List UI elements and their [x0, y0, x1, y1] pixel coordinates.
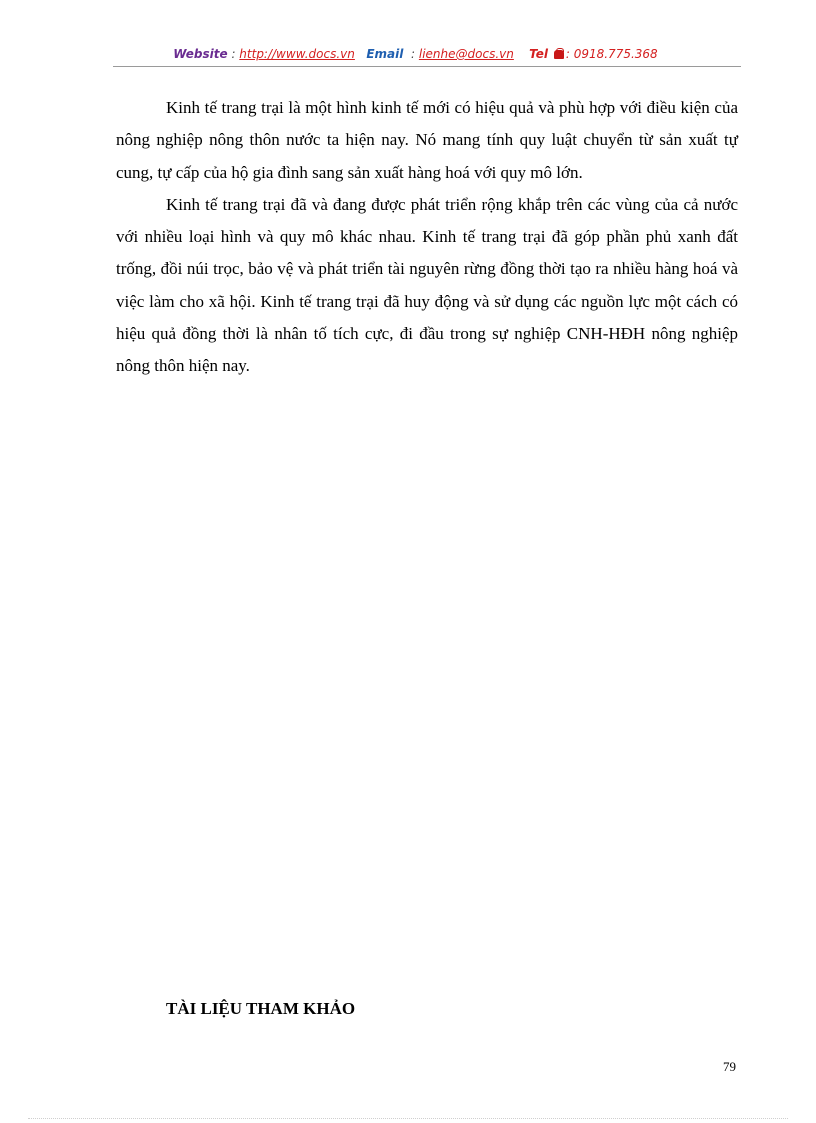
tel-label: Tel — [529, 47, 549, 61]
tel-value: : 0918.775.368 — [565, 47, 658, 61]
phone-icon — [554, 50, 564, 59]
paragraph: Kinh tế trang trại đã và đang được phát triển rộng khắp trên các vùng của cả nước với nhiều loại hình và quy mô khác nhau. Kinh tế trang trại đã góp phần phủ xanh đất trống, đồi núi trọc, bảo vệ và phát triển tài nguyên rừng đồng thời tạo ra nhiều hàng hoá và việc làm cho xã hội. Kinh tế trang trại đã huy động và sử dụng các nguồn lực một cách có hiệu quả đồng thời là nhân tố tích cực, đi đầu trong sự nghiệp CNH-HĐH nông nghiệp nông thôn hiện nay. — [116, 194, 738, 376]
email-label: Email — [366, 47, 404, 61]
page-header — [0, 47, 816, 61]
header-divider — [113, 66, 741, 67]
footer-divider — [28, 1118, 788, 1119]
website-link[interactable]: http://www.docs.vn — [239, 47, 355, 61]
references-heading: TÀI LIỆU THAM KHẢO — [166, 999, 356, 1018]
email-link[interactable]: lienhe@docs.vn — [418, 47, 514, 61]
email-separator: : — [407, 47, 419, 61]
website-separator: : — [227, 47, 240, 61]
website-label: Website — [173, 47, 228, 61]
page-number: 79 — [723, 1059, 736, 1074]
paragraph: Kinh tế trang trại là một hình kinh tế mới có hiệu quả và phù hợp với điều kiện của nông nghiệp nông thôn nước ta hiện nay. Nó mang tính quy luật chuyển từ sản xuất tự cung, tự cấp của hộ gia đình sang sản xuất hàng hoá với quy mô lớn. — [116, 98, 738, 182]
body-text — [116, 92, 738, 383]
